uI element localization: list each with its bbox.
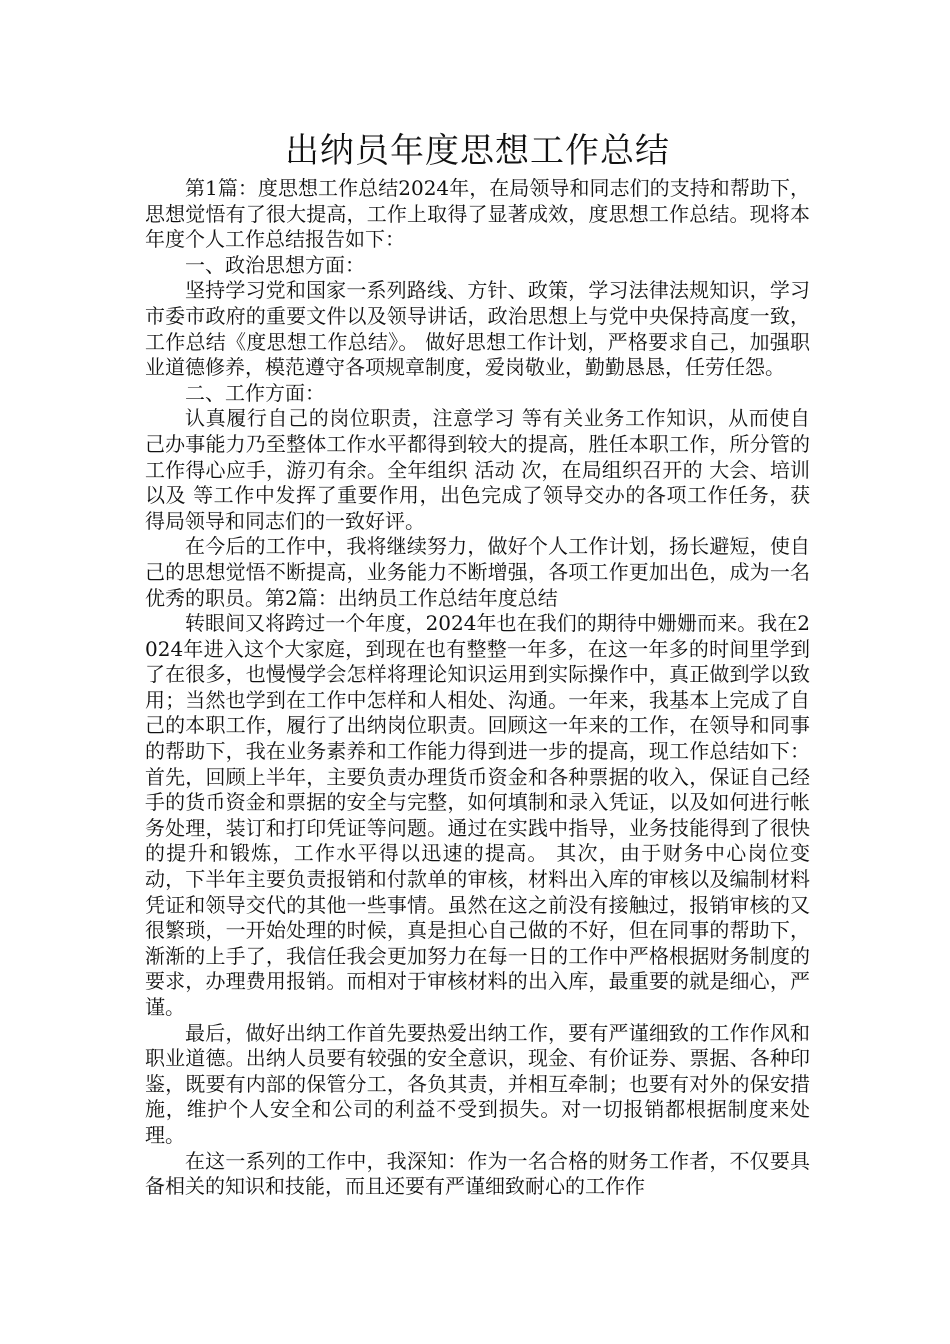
heading-political: 一、政治思想方面： [185,252,365,277]
paragraph-intro: 第1篇：度思想工作总结2024年，在局领导和同志们的支持和帮助下，思想觉悟有了很大提高，工作上取得了显著成效，度思想工作总结。现将本年度个人工作总结报告如下： [145,176,810,252]
paragraph-work: 认真履行自己的岗位职责，注意学习 等有关业务工作知识，从而使自己办事能力乃至整体工作水平都得到较大的提高，胜任本职工作，所分管的工作得心应手，游刃有余。全年组织 活动 次，在局组织召开的 大会、培训以及 等工作中发挥了重要作用，出色完成了领导交办的各项工作任务，获得局领导和同志们的一致好评。 [145,406,810,533]
paragraph-future: 在今后的工作中，我将继续努力，做好个人工作计划，扬长避短，使自己的思想觉悟不断提高，业务能力不断增强，各项工作更加出色，成为一名优秀的职员。第2篇：出纳员工作总结年度总结 [145,534,810,610]
document-page [145,128,810,1200]
paragraph-political: 坚持学习党和国家一系列路线、方针、政策，学习法律法规知识，学习市委市政府的重要文件以及领导讲话，政治思想上与党中央保持高度一致，工作总结《度思想工作总结》。 做好思想工作计划，严格要求自己，加强职业道德修养，模范遵守各项规章制度，爱岗敬业，勤勤恳恳，任劳任怨。 [145,278,810,380]
paragraph-year-review: 转眼间又将跨过一个年度，2024年也在我们的期待中姗姗而来。我在2024年进入这个大家庭，到现在也有整整一年多，在这一年多的时间里学到了在很多，也慢慢学会怎样将理论知识运用到实际操作中，真正做到学以致用；当然也学到在工作中怎样和人相处、沟通。一年来，我基本上完成了自己的本职工作，履行了出纳岗位职责。回顾这一年来的工作，在领导和同事的帮助下，我在业务素养和工作能力得到进一步的提高，现工作总结如下： 首先，回顾上半年，主要负责办理货币资金和各种票据的收入，保证自己经手的货币资金和票据的安全与完整，如何填制和录入凭证，以及如何进行帐务处理，装订和打印凭证等问题。通过在实践中指导，业务技能得到了很快的提升和锻炼，工作水平得以迅速的提高。 其次，由于财务中心岗位变动，下半年主要负责报销和付款单的审核，材料出入库的审核以及编制材料凭证和领导交代的其他一些事情。虽然在这之前没有接触过，报销审核的又很繁琐，一开始处理的时候，真是担心自己做的不好，但在同事的帮助下，渐渐的上手了，我信任我会更加努力在每一日的工作中严格根据财务制度的要求，办理费用报销。而相对于审核材料的出入库，最重要的就是细心，严谨。 [145,611,810,1019]
paragraph-finally: 最后，做好出纳工作首先要热爱出纳工作，要有严谨细致的工作作风和职业道德。出纳人员要有较强的安全意识，现金、有价证券、票据、各种印鉴，既要有内部的保管分工，各负其责，并相互牵制；也要有对外的保安措施，维护个人安全和公司的利益不受到损失。对一切报销都根据制度来处理。 [145,1020,810,1147]
paragraph-conclusion: 在这一系列的工作中，我深知：作为一名合格的财务工作者，不仅要具备相关的知识和技能，而且还要有严谨细致耐心的工作作 [145,1148,810,1199]
document-title: 出纳员年度思想工作总结 [285,131,670,171]
heading-work: 二、工作方面： [185,380,325,405]
